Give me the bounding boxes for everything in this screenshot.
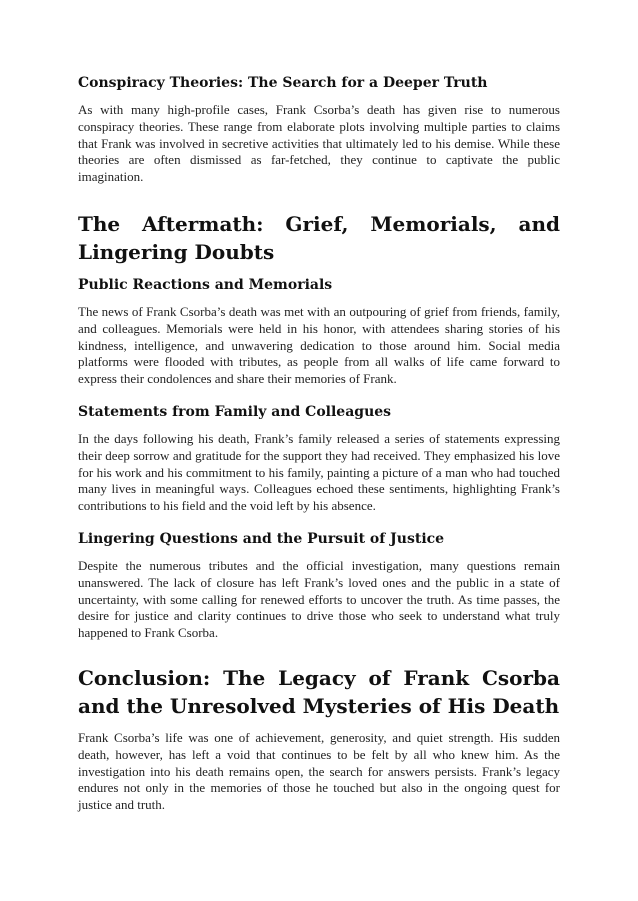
section-conclusion [78, 664, 560, 814]
subsection-public-reactions [78, 276, 560, 388]
heading-public-reactions: Public Reactions and Memorials [78, 276, 333, 293]
paragraph-lingering-questions: Despite the numerous tributes and the official investigation, many questions remain unanswered. The lack of closure has left Frank’s loved ones and the public in a state of uncertainty, with some calling for renewed efforts to uncover the truth. As time passes, the desire for justice and clarity continues to drive those who seek to understand what truly happened to Frank Csorba. [78, 557, 560, 641]
heading-conspiracy-theories: Conspiracy Theories: The Search for a Deeper Truth [78, 75, 488, 91]
paragraph-public-reactions: The news of Frank Csorba’s death was met with an outpouring of grief from friends, family, and colleagues. Memorials were held in his honor, with attendees sharing stories of his kindness, intelligence, and unwavering dedication to those around him. Social media platforms were flooded with tributes, as people from all walks of life came forward to express their condolences and share their memories of Frank. [78, 303, 560, 387]
subsection-lingering-questions [78, 530, 560, 642]
subsection-statements [78, 403, 560, 515]
section-aftermath [78, 210, 560, 642]
section-conspiracy-theories [78, 74, 560, 186]
heading-lingering-questions: Lingering Questions and the Pursuit of Justice [78, 530, 445, 547]
paragraph-statements: In the days following his death, Frank’s family released a series of statements expressing their deep sorrow and gratitude for the support they had received. They emphasized his love for his work and his commitment to his family, painting a picture of a man who had touched many lives in meaningful ways. Colleagues echoed these sentiments, highlighting Frank’s contributions to his field and the void left by his absence. [78, 430, 560, 514]
heading-aftermath: The Aftermath: Grief, Memorials, and Lingering Doubts [78, 211, 560, 264]
heading-statements: Statements from Family and Colleagues [78, 403, 392, 420]
paragraph-conspiracy-theories: As with many high-profile cases, Frank Csorba’s death has given rise to numerous conspiracy theories. These range from elaborate plots involving multiple parties to claims that Frank was involved in secretive activities that ultimately led to his demise. While these theories are often dismissed as far-fetched, they continue to captivate the public imagination. [78, 102, 560, 185]
heading-conclusion: Conclusion: The Legacy of Frank Csorba and the Unresolved Mysteries of His Death [78, 665, 560, 718]
paragraph-conclusion: Frank Csorba’s life was one of achievement, generosity, and quiet strength. His sudden death, however, has left a void that continues to be felt by all who knew him. As the investigation into his death remains open, the search for answers persists. Frank’s legacy endures not only in the memories of those he touched but also in the ongoing quest for justice and truth. [78, 729, 560, 813]
document-page [78, 74, 560, 814]
